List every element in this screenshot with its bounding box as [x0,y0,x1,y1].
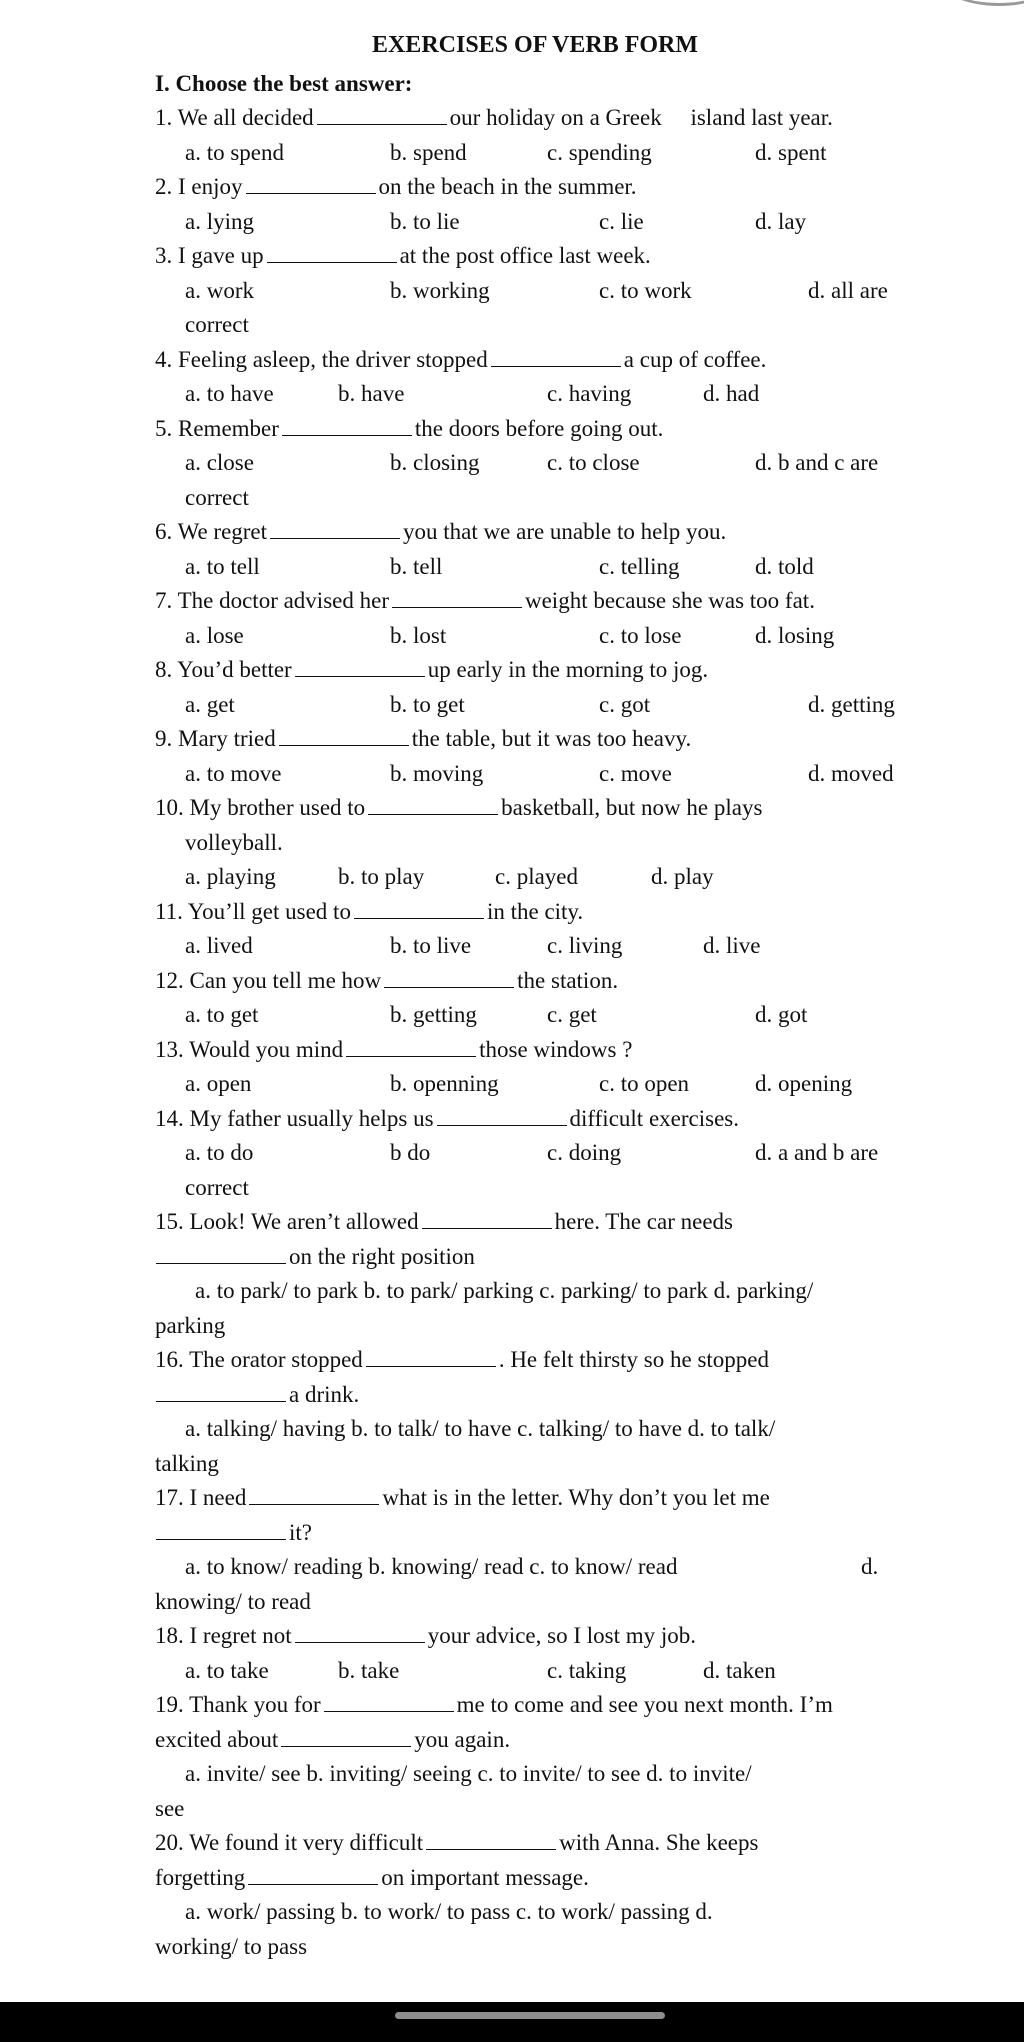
answer-blank[interactable] [354,896,484,919]
corner-decoration [934,0,1024,6]
answer-blank[interactable] [279,723,409,746]
question-13: 13. Would you mind those windows ? [155,1033,945,1068]
option-d[interactable]: d. play [651,864,714,889]
option-c[interactable]: c. living [547,933,623,958]
options-10 [155,860,945,895]
answer-blank[interactable] [248,1862,378,1885]
options-17 [155,1550,945,1585]
option-c[interactable]: c. telling [599,553,680,579]
option-b[interactable]: b. spend [390,139,467,165]
option-b[interactable]: b. lost [390,622,447,648]
option-a[interactable]: a. lose [185,622,244,648]
option-a[interactable]: a. lying [185,208,254,234]
answer-blank[interactable] [422,1206,552,1229]
options-11 [155,929,945,964]
option-a[interactable]: a. to spend [185,139,285,165]
home-indicator[interactable] [395,2012,665,2019]
option-b[interactable]: b. getting [390,1002,477,1027]
option-c[interactable]: c. to work [599,277,692,303]
option-b[interactable]: b. to get [390,691,465,717]
question-15: 15. Look! We aren’t allowed here. The car needs [155,1205,945,1240]
question-2: 2. I enjoy on the beach in the summer. [155,170,945,205]
option-a[interactable]: a. to tell [185,553,260,579]
worksheet [155,28,945,1964]
option-a[interactable]: a. to get [185,1002,259,1027]
option-a[interactable]: a. get [185,691,235,717]
option-continuation: talking [155,1450,219,1476]
answer-blank[interactable] [368,792,498,815]
option-a[interactable]: a. to have [185,381,274,406]
options-18 [155,1654,945,1689]
question-10: 10. My brother used to basketball, but now he plays [155,791,945,826]
option-c[interactable]: c. move [599,760,672,786]
question-19: 19. Thank you for me to come and see you next month. I’m [155,1688,945,1723]
option-d[interactable]: d. taken [703,1657,776,1683]
option-d[interactable]: d. a and b are [755,1140,879,1165]
option-b[interactable]: b. to lie [390,208,460,234]
option-b[interactable]: b. to play [338,864,425,889]
options-3 [155,274,945,309]
question-20-line-2: forgetting on important message. [155,1861,945,1896]
options-7 [155,619,945,654]
option-d[interactable]: d. spent [755,139,827,165]
option-continuation: working/ to pass [155,1933,308,1959]
option-b[interactable]: b do [390,1140,431,1165]
answer-blank[interactable] [324,1689,454,1712]
options-2 [155,205,945,240]
question-16-line-2: a drink. [153,1378,945,1413]
question-continuation: volleyball. [185,829,283,855]
answer-blank[interactable] [246,171,376,194]
options-9 [155,757,945,792]
question-20: 20. We found it very difficult with Anna. She keeps [155,1826,945,1861]
option-c[interactable]: c. to open [599,1071,690,1096]
question-15-line-2: on the right position [153,1240,945,1275]
options-5 [155,446,945,481]
option-d[interactable]: d. losing [755,622,835,648]
question-8: 8. You’d better up early in the morning to jog. [155,653,945,688]
question-3: 3. I gave up at the post office last week. [155,239,945,274]
option-b[interactable]: b. tell [390,553,443,579]
answer-blank[interactable] [295,654,425,677]
options-1 [155,136,945,171]
option-d[interactable]: d. [861,1554,879,1579]
question-19-line-2: excited about you again. [155,1723,945,1758]
option-c[interactable]: c. doing [547,1140,622,1165]
option-a[interactable]: a. open [185,1071,252,1096]
option-c[interactable]: c. spending [547,139,652,165]
answer-blank[interactable] [491,344,621,367]
option-a[interactable]: a. to move [185,760,282,786]
answer-blank[interactable] [295,1620,425,1643]
question-1: 1. We all decided our holiday on a Greek island last year. [155,101,945,136]
options-20[interactable]: a. work/ passing b. to work/ to pass c. to work/ passing d. [185,1899,713,1924]
question-9: 9. Mary tried the table, but it was too heavy. [155,722,945,757]
section-heading: I. Choose the best answer: [155,70,413,96]
options-6 [155,550,945,585]
option-d[interactable]: d. opening [755,1071,853,1096]
option-d[interactable]: d. got [755,1002,808,1027]
option-continuation: correct [185,484,249,510]
option-b[interactable]: b. working [390,277,490,303]
options-19[interactable]: a. invite/ see b. inviting/ seeing c. to invite/ to see d. to invite/ [185,1761,752,1786]
option-d[interactable]: d. told [755,553,814,579]
question-18: 18. I regret not your advice, so I lost my job. [155,1619,945,1654]
answer-blank[interactable] [282,413,412,436]
option-b[interactable]: b. closing [390,450,480,475]
option-c[interactable]: c. played [495,864,579,889]
options-16[interactable]: a. talking/ having b. to talk/ to have c. talking/ to have d. to talk/ [185,1416,776,1441]
answer-blank[interactable] [317,102,447,125]
option-d[interactable]: d. getting [808,691,895,717]
option-c[interactable]: c. taking [547,1657,627,1683]
option-continuation: see [155,1795,185,1821]
answer-blank[interactable] [437,1103,567,1126]
answer-blank[interactable] [267,240,397,263]
answer-blank[interactable] [346,1034,476,1057]
option-a[interactable]: a. close [185,450,254,475]
question-14: 14. My father usually helps us difficult exercises. [155,1102,945,1137]
option-c[interactable]: c. got [599,691,651,717]
option-d[interactable]: d. live [703,933,761,958]
option-continuation: parking [155,1312,226,1338]
answer-blank[interactable] [156,1379,286,1402]
options-12 [155,998,945,1033]
question-11: 11. You’ll get used to in the city. [155,895,945,930]
answer-blank[interactable] [270,516,400,539]
option-c[interactable]: c. lie [599,208,644,234]
page-title: EXERCISES OF VERB FORM [371,32,699,58]
answer-blank[interactable] [366,1344,496,1367]
option-a[interactable]: a. lived [185,933,253,958]
option-a[interactable]: a. to do [185,1140,254,1165]
option-c[interactable]: c. get [547,1002,597,1027]
option-c[interactable]: c. to close [547,450,640,475]
option-a[interactable]: a. work [185,277,254,303]
option-b[interactable]: b. have [338,381,405,406]
option-d[interactable]: d. moved [808,760,894,786]
question-6: 6. We regret you that we are unable to help you. [155,515,945,550]
question-12: 12. Can you tell me how the station. [155,964,945,999]
option-continuation: correct [185,312,249,337]
options-8 [155,688,945,723]
option-d[interactable]: d. all are [808,277,888,303]
option-c[interactable]: c. having [547,381,632,406]
option-continuation: correct [185,1174,249,1200]
answer-blank[interactable] [249,1482,379,1505]
answer-blank[interactable] [426,1827,556,1850]
option-continuation: knowing/ to read [155,1588,311,1614]
question-17-line-2: it? [153,1516,945,1551]
answer-blank[interactable] [392,585,522,608]
navigation-bar [0,2002,1024,2042]
answer-blank[interactable] [384,965,514,988]
option-b[interactable]: b. moving [390,760,484,786]
options-13 [155,1067,945,1102]
question-16: 16. The orator stopped . He felt thirsty so he stopped [155,1343,945,1378]
option-d[interactable]: d. b and c are [755,450,879,475]
option-d[interactable]: d. had [703,381,760,406]
question-4: 4. Feeling asleep, the driver stopped a cup of coffee. [155,343,945,378]
answer-blank[interactable] [281,1724,411,1747]
answer-blank[interactable] [156,1241,286,1264]
question-7: 7. The doctor advised her weight because she was too fat. [155,584,945,619]
option-b[interactable]: b. openning [390,1071,499,1096]
options-4 [155,377,945,412]
option-c[interactable]: c. to lose [599,622,682,648]
option-abc[interactable]: a. to know/ reading b. knowing/ read c. to know/ read [185,1554,678,1579]
option-b[interactable]: b. take [338,1657,400,1683]
options-14 [155,1136,945,1171]
option-d[interactable]: d. lay [755,208,807,234]
question-5: 5. Remember the doors before going out. [155,412,945,447]
option-b[interactable]: b. to live [390,933,472,958]
option-a[interactable]: a. playing [185,864,276,889]
option-a[interactable]: a. to take [185,1657,269,1683]
options-15[interactable]: a. to park/ to park b. to park/ parking c. parking/ to park d. parking/ [195,1278,814,1303]
question-17: 17. I need what is in the letter. Why don’t you let me [155,1481,945,1516]
answer-blank[interactable] [156,1517,286,1540]
